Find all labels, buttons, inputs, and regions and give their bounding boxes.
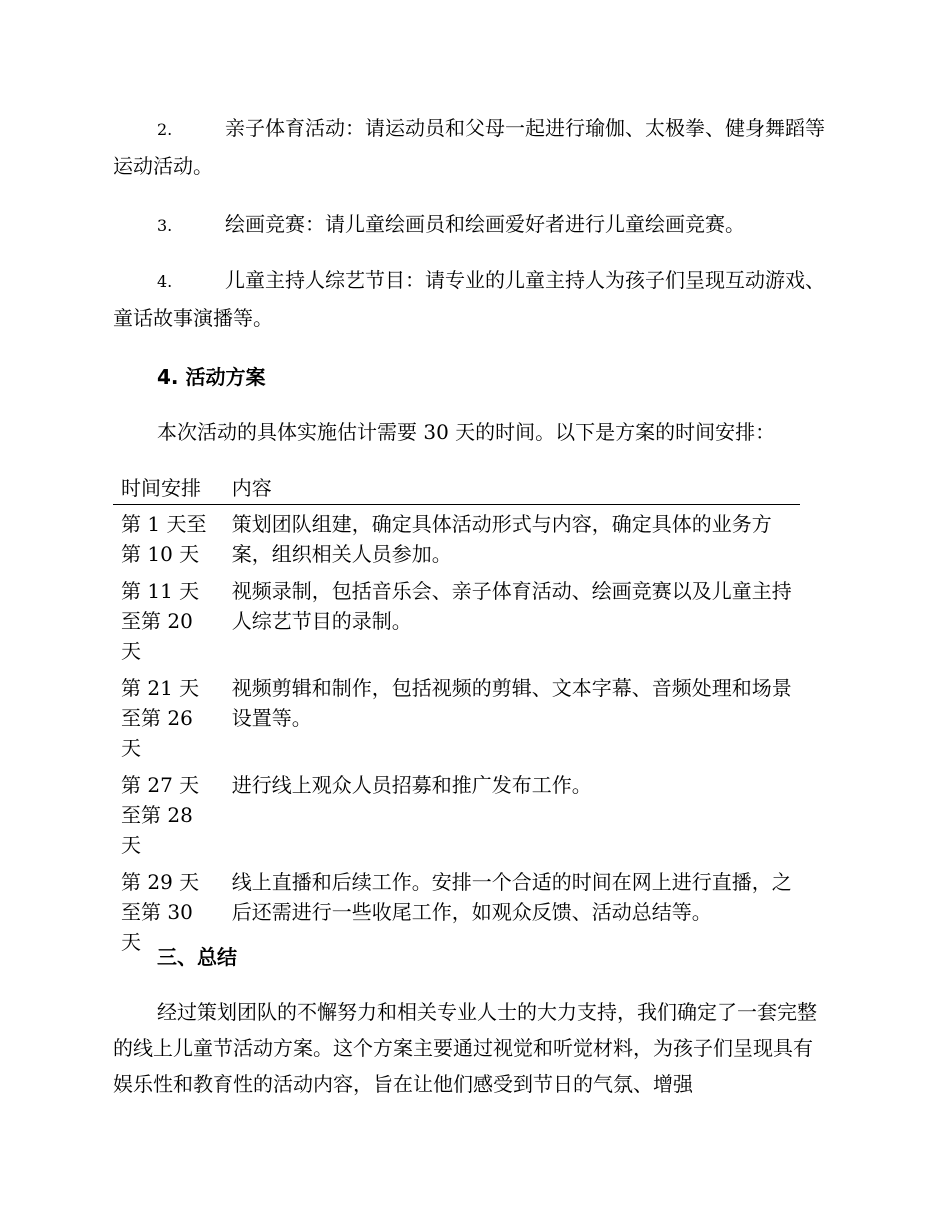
schedule-table xyxy=(113,472,800,960)
section-heading-summary: 三、总结 xyxy=(157,945,237,969)
list-number: 4. xyxy=(157,272,173,291)
table-row xyxy=(113,572,800,669)
table-cell-time: 第 21 天至第 26 天 xyxy=(121,676,200,760)
table-cell-time: 第 27 天至第 28 天 xyxy=(121,773,200,857)
table-header-row xyxy=(113,472,800,505)
table-cell-content: 视频录制，包括音乐会、亲子体育活动、绘画竞赛以及儿童主持人综艺节目的录制。 xyxy=(231,579,792,633)
table-cell-time: 第 11 天至第 20 天 xyxy=(121,579,200,663)
table-row xyxy=(113,669,800,766)
list-number: 2. xyxy=(157,120,173,139)
list-item-3 xyxy=(113,206,831,244)
section-heading-activity-plan: 4. 活动方案 xyxy=(157,365,266,389)
list-item-4 xyxy=(113,262,831,336)
table-cell-content: 进行线上观众人员招募和推广发布工作。 xyxy=(231,773,592,797)
section-intro-paragraph: 本次活动的具体实施估计需要 30 天的时间。以下是方案的时间安排： xyxy=(157,420,776,444)
table-cell-content: 视频剪辑和制作，包括视频的剪辑、文本字幕、音频处理和场景设置等。 xyxy=(231,676,792,730)
list-number: 3. xyxy=(157,216,173,235)
table-cell-time: 第 29 天至第 30 天 xyxy=(121,870,200,954)
table-cell-content: 策划团队组建，确定具体活动形式与内容，确定具体的业务方案，组织相关人员参加。 xyxy=(231,512,772,566)
table-header-time: 时间安排 xyxy=(113,472,218,505)
summary-paragraph: 经过策划团队的不懈努力和相关专业人士的大力支持，我们确定了一套完整的线上儿童节活动方案。这个方案主要通过视觉和听觉材料，为孩子们呈现具有娱乐性和教育性的活动内容，旨在让他们感受到节日的气氛、增强 xyxy=(113,1000,817,1096)
table-header-content: 内容 xyxy=(218,472,800,505)
table-cell-content: 线上直播和后续工作。安排一个合适的时间在网上进行直播，之后还需进行一些收尾工作，如观众反馈、活动总结等。 xyxy=(231,870,792,924)
table-cell-time: 第 1 天至第 10 天 xyxy=(121,512,207,566)
table-row xyxy=(113,505,800,573)
list-text: 绘画竞赛：请儿童绘画员和绘画爱好者进行儿童绘画竞赛。 xyxy=(225,212,745,236)
list-text: 儿童主持人综艺节目：请专业的儿童主持人为孩子们呈现互动游戏、童话故事演播等。 xyxy=(113,268,825,330)
list-item-2 xyxy=(113,110,831,184)
table-row xyxy=(113,766,800,863)
list-text: 亲子体育活动：请运动员和父母一起进行瑜伽、太极拳、健身舞蹈等运动活动。 xyxy=(113,116,825,178)
